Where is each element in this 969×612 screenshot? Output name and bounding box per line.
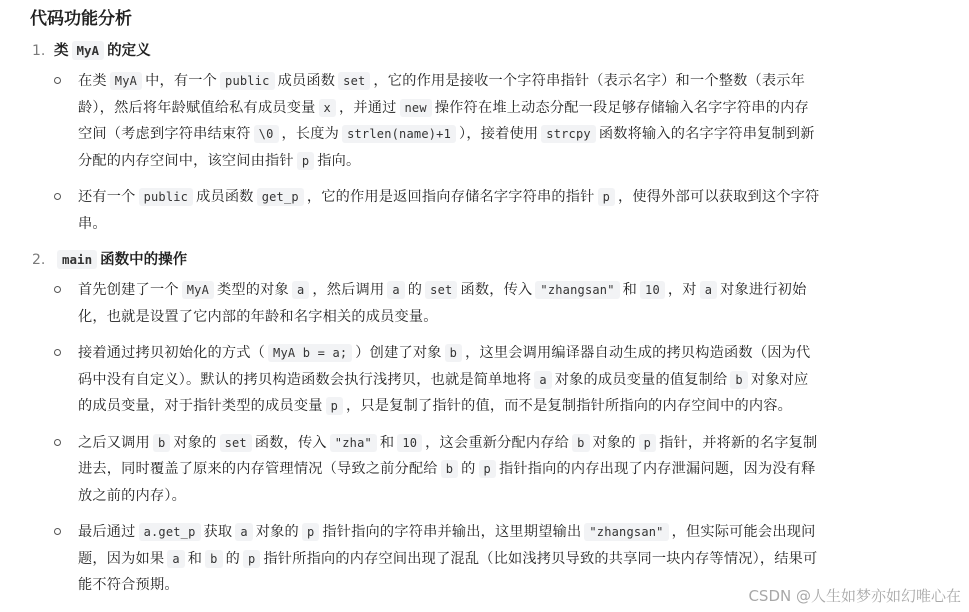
text-run: 成员函数 xyxy=(196,189,254,205)
heading-text: 函数中的操作 xyxy=(100,252,188,268)
inline-code: MyA xyxy=(182,281,214,299)
inline-code: b xyxy=(205,550,222,568)
text-run: ，这会重新分配内存给 xyxy=(425,434,570,451)
text-run: 和 xyxy=(379,434,395,451)
document-body xyxy=(30,6,820,609)
section-heading xyxy=(30,38,820,64)
page-title: 代码功能分析 xyxy=(30,9,132,29)
section-number: 1. xyxy=(32,43,46,59)
inline-code: strcpy xyxy=(541,125,596,143)
hollow-circle-bullet-icon xyxy=(54,439,61,446)
text-run: 还有一个 xyxy=(78,189,136,205)
list-item xyxy=(78,68,820,174)
hollow-circle-bullet-icon xyxy=(54,193,61,200)
text-run: 对象的 xyxy=(173,434,217,451)
hollow-circle-bullet-icon xyxy=(54,77,61,84)
inline-code: a xyxy=(387,281,404,299)
list-item xyxy=(78,519,820,599)
list-item xyxy=(78,340,820,420)
text-run: 的 xyxy=(407,282,423,298)
text-run: 对象的成员变量的值复制给 xyxy=(554,371,728,388)
section-2 xyxy=(30,247,820,599)
inline-code: public xyxy=(220,72,275,90)
text-run: ，并通过 xyxy=(338,99,397,116)
inline-code: "zha" xyxy=(330,434,377,452)
inline-code: set xyxy=(425,281,457,299)
list-item xyxy=(78,184,820,237)
text-run: 在类 xyxy=(78,73,107,89)
text-run: ，但实际可能会出现问题，因为如果 xyxy=(78,524,816,567)
inline-code: p xyxy=(297,152,314,170)
heading-text: 的定义 xyxy=(107,43,151,59)
text-run: 中，有一个 xyxy=(145,73,218,89)
inline-code: "zhangsan" xyxy=(584,523,668,541)
text-run: 函数将输入的名字字符串复制到新分配的内存空间中，该空间由指针 xyxy=(78,126,815,169)
hollow-circle-bullet-icon xyxy=(54,528,61,535)
text-run: 指向。 xyxy=(317,152,361,169)
inline-code: public xyxy=(139,188,194,206)
inline-code: MyA xyxy=(110,72,142,90)
inline-code: a.get_p xyxy=(139,523,201,541)
text-run: 对象的 xyxy=(592,434,636,451)
list-item xyxy=(78,277,820,330)
hollow-circle-bullet-icon xyxy=(54,349,61,356)
text-run: 之后又调用 xyxy=(78,434,150,451)
text-run: 最后通过 xyxy=(78,524,136,540)
section-number: 2. xyxy=(32,252,46,268)
text-run: 首先创建了一个 xyxy=(78,282,179,298)
heading-code: MyA xyxy=(72,41,105,60)
section-list xyxy=(30,38,820,599)
inline-code: 10 xyxy=(640,281,665,299)
text-run: ，长度为 xyxy=(281,126,340,142)
hollow-circle-bullet-icon xyxy=(54,286,61,293)
text-run: 接着通过拷贝初始化的方式（ xyxy=(78,345,266,361)
heading-code: main xyxy=(57,250,97,269)
inline-code: x xyxy=(319,99,336,117)
text-run: 的 xyxy=(461,461,476,477)
inline-code: a xyxy=(235,523,252,541)
inline-code: b xyxy=(730,371,747,389)
inline-code: MyA b = a; xyxy=(268,344,352,362)
inline-code: p xyxy=(639,434,656,452)
inline-code: new xyxy=(400,99,432,117)
inline-code: strlen(name)+1 xyxy=(342,125,456,143)
inline-code: set xyxy=(338,72,370,90)
inline-code: get_p xyxy=(257,188,304,206)
text-run: 成员函数 xyxy=(277,73,336,89)
text-run: 函数，传入 xyxy=(254,434,327,451)
inline-code: b xyxy=(572,434,589,452)
watermark: CSDN @人生如梦亦如幻唯心在 xyxy=(748,587,961,605)
text-run: 类型的对象 xyxy=(217,282,289,298)
list-item xyxy=(78,430,820,510)
inline-code: a xyxy=(700,281,717,299)
text-run: ，对 xyxy=(667,282,697,298)
text-run: ，这里会调用编译器自动生成的拷贝构造函数（因为代码中没有自定义）。默认的拷贝构造函数会执行浅拷贝，也就是简单地将 xyxy=(78,345,811,388)
text-run: 对象对应的成员变量，对于指针类型的成员变量 xyxy=(78,371,809,414)
bullet-list xyxy=(30,68,820,237)
text-run: ，然后调用 xyxy=(312,282,385,298)
inline-code: p xyxy=(479,460,496,478)
inline-code: set xyxy=(220,434,252,452)
inline-code: a xyxy=(534,371,551,389)
text-run: 函数，传入 xyxy=(460,282,533,298)
inline-code: b xyxy=(445,344,462,362)
text-run: 和 xyxy=(187,550,203,567)
inline-code: a xyxy=(292,281,309,299)
inline-code: a xyxy=(167,550,184,568)
section-1 xyxy=(30,38,820,237)
bullet-list xyxy=(30,277,820,599)
inline-code: b xyxy=(153,434,170,452)
text-run: ，它的作用是接收一个字符串指针（表示名字）和一个整数（表示年龄），然后将年龄赋值给私有成员变量 xyxy=(78,73,806,116)
text-run: ，它的作用是返回指向存储名字字符串的指针 xyxy=(306,189,595,205)
inline-code: \0 xyxy=(254,125,279,143)
inline-code: b xyxy=(441,460,458,478)
heading-text: 类 xyxy=(54,43,69,59)
text-run: 指针所指向的内存空间出现了混乱（比如浅拷贝导致的共享同一块内存等情况），结果可能不符合预期。 xyxy=(78,550,818,593)
text-run: 指针，并将新的名字复制进去，同时覆盖了原来的内存管理情况（导致之前分配给 xyxy=(78,434,818,477)
text-run: 操作符在堆上动态分配一段足够存储输入名字字符串的内存空间（考虑到字符串结束符 xyxy=(78,99,809,142)
inline-code: p xyxy=(598,188,615,206)
text-run: 对象进行初始化，也就是设置了它内部的年龄和名字相关的成员变量。 xyxy=(78,282,807,325)
text-run: ，使得外部可以获取到这个字符串。 xyxy=(78,189,820,232)
inline-code: p xyxy=(243,550,260,568)
text-run: 获取 xyxy=(203,524,233,540)
text-run: 和 xyxy=(622,282,638,298)
section-heading xyxy=(30,247,820,273)
text-run: ，只是复制了指针的值，而不是复制指针所指向的内存空间中的内容。 xyxy=(346,398,793,414)
inline-code: p xyxy=(326,397,343,415)
text-run: 指针指向的内存出现了内存泄漏问题，因为没有释放之前的内存）。 xyxy=(78,461,816,504)
text-run: ）创建了对象 xyxy=(355,345,442,361)
text-run: 的 xyxy=(225,550,240,567)
inline-code: "zhangsan" xyxy=(535,281,619,299)
inline-code: 10 xyxy=(397,434,422,452)
inline-code: p xyxy=(302,523,319,541)
text-run: 指针指向的字符串并输出，这里期望输出 xyxy=(322,524,582,540)
text-run: 对象的 xyxy=(255,524,299,540)
text-run: ），接着使用 xyxy=(459,126,539,142)
